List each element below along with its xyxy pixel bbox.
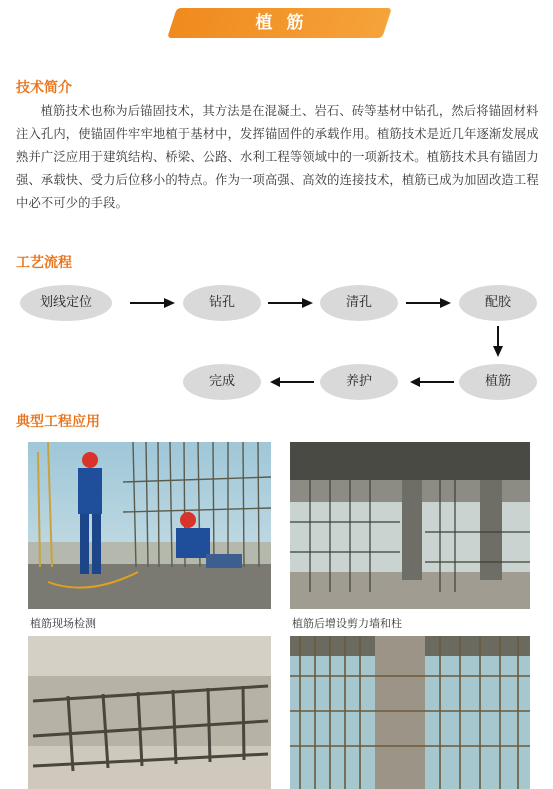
photo-shear-wall-columns bbox=[290, 442, 530, 609]
arrow-right-icon bbox=[268, 297, 314, 309]
intro-heading: 技术简介 bbox=[16, 80, 72, 96]
arrow-right-icon bbox=[406, 297, 452, 309]
caption-onsite-testing: 植筋现场检测 bbox=[30, 617, 96, 630]
process-heading: 工艺流程 bbox=[16, 255, 72, 271]
intro-text: 植筋技术也称为后锚固技术，其方法是在混凝土、岩石、砖等基材中钻孔，然后将锚固材料注入孔内，使锚固件牢牢地植于基材中，发挥锚固件的承载作用。植筋技术是近几年逐渐发展成熟并广泛应用于建筑结构、桥梁、公路、水利工程等领域中的一项新技术。植筋技术具有锚固力强、承载快、受力后位移小的特点。作为一项高强、高效的连接技术，植筋已成为加固改造工程中必不可少的手段。 bbox=[16, 104, 539, 210]
process-step-1: 划线定位 bbox=[20, 285, 112, 321]
arrow-right-icon bbox=[130, 297, 176, 309]
photo-onsite-testing bbox=[28, 442, 271, 609]
arrow-down-icon bbox=[492, 326, 504, 358]
arrow-left-icon bbox=[270, 376, 314, 388]
page-title: 植筋 bbox=[255, 13, 318, 33]
applications-heading: 典型工程应用 bbox=[16, 414, 100, 430]
process-step-2: 钻孔 bbox=[183, 285, 261, 321]
process-step-4: 配胶 bbox=[459, 285, 537, 321]
photo-rebar-columns bbox=[290, 636, 530, 789]
process-step-7: 完成 bbox=[183, 364, 261, 400]
photo-rebar-detail bbox=[28, 636, 271, 789]
arrow-left-icon bbox=[410, 376, 454, 388]
process-step-6: 养护 bbox=[320, 364, 398, 400]
process-step-5: 植筋 bbox=[459, 364, 537, 400]
process-step-3: 清孔 bbox=[320, 285, 398, 321]
caption-shear-wall-columns: 植筋后增设剪力墙和柱 bbox=[292, 617, 402, 630]
